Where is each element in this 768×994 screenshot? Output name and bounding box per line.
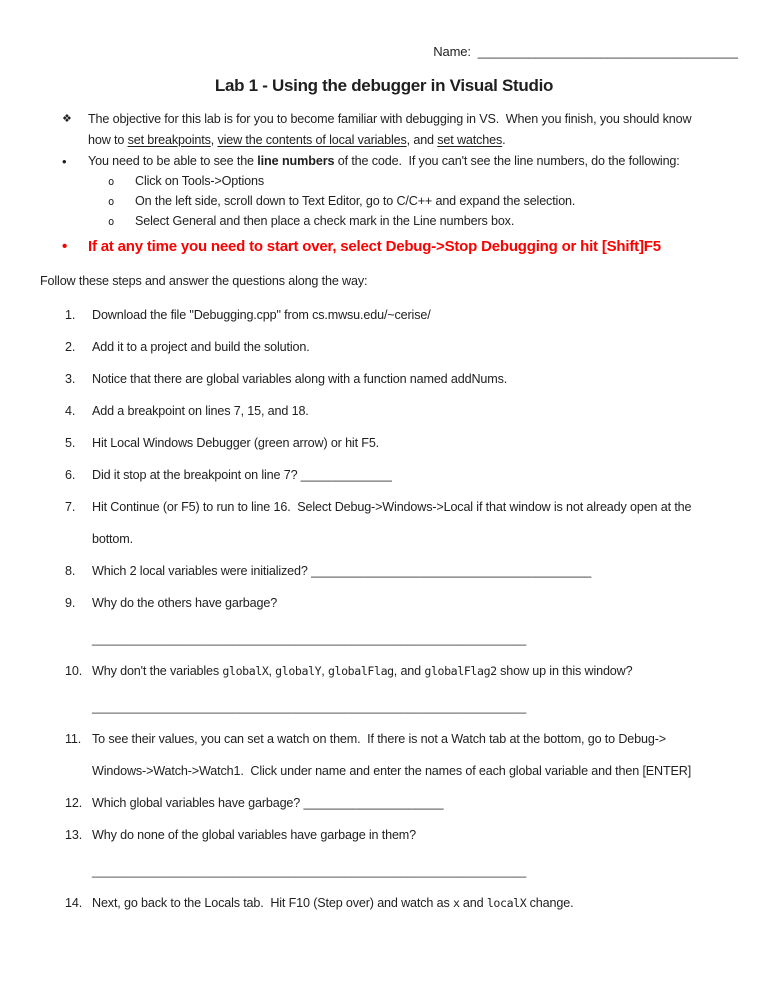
step-number: 10. bbox=[65, 664, 83, 678]
circle-bullet-icon: o bbox=[108, 176, 115, 188]
step-text: Add it to a project and build the solution. bbox=[92, 340, 310, 354]
step-text-line-1: Hit Continue (or F5) to run to line 16. Select Debug->Windows->Local if that window is not already open at the bbox=[92, 500, 692, 514]
step-text-line-2: Windows->Watch->Watch1. Click under name and enter the names of each global variable and then [ENTER] bbox=[92, 764, 692, 778]
sub-bullet-item bbox=[108, 172, 748, 192]
step-number: 13. bbox=[65, 828, 83, 842]
line-numbers-text: You need to be able to see the line numbers of the code. If you can't see the line numbers, do the following: bbox=[88, 154, 680, 168]
step-number: 2. bbox=[65, 340, 76, 354]
steps-lead: Follow these steps and answer the questions along the way: bbox=[40, 274, 368, 288]
name-label: Name: bbox=[433, 44, 478, 59]
step-number: 7. bbox=[65, 500, 76, 514]
step-number: 9. bbox=[65, 596, 76, 610]
objective-bullet bbox=[62, 109, 748, 151]
answer-blank: ____________________ bbox=[303, 796, 444, 810]
code-text: localX bbox=[486, 896, 527, 910]
circle-bullet-icon: o bbox=[108, 216, 115, 228]
warning-bullet bbox=[62, 236, 748, 257]
intro-section bbox=[62, 109, 748, 257]
step-text: Next, go back to the Locals tab. Hit F10 (Step over) and watch as x and localX change. bbox=[92, 896, 574, 910]
step-number: 3. bbox=[65, 372, 76, 386]
sub-bullet-text: On the left side, scroll down to Text Editor, go to C/C++ and expand the selection. bbox=[135, 194, 576, 208]
step-item-11 bbox=[0, 723, 768, 787]
answer-blank-line: ______________________________________________________________ bbox=[92, 864, 527, 878]
step-item-2 bbox=[0, 331, 768, 363]
step-text: Hit Local Windows Debugger (green arrow) or hit F5. bbox=[92, 436, 380, 450]
sub-bullet-text: Click on Tools->Options bbox=[135, 174, 264, 188]
sub-bullet-item bbox=[108, 212, 748, 232]
steps-list bbox=[0, 299, 768, 919]
step-text: Download the file "Debugging.cpp" from cs.mwsu.edu/~cerise/ bbox=[92, 308, 431, 322]
answer-blank: _____________ bbox=[300, 468, 392, 482]
step-number: 11. bbox=[65, 732, 82, 746]
step-text: Why do none of the global variables have garbage in them? bbox=[92, 828, 417, 842]
page-title: Lab 1 - Using the debugger in Visual Studio bbox=[214, 76, 554, 95]
dot-bullet-icon: • bbox=[62, 238, 68, 255]
objective-line-2: how to set breakpoints, view the contents of local variables, and set watches. bbox=[88, 133, 506, 147]
step-number: 5. bbox=[65, 436, 76, 450]
step-item-13 bbox=[0, 819, 768, 887]
code-text: globalFlag2 bbox=[424, 664, 497, 678]
step-item-1 bbox=[0, 299, 768, 331]
step-item-14 bbox=[0, 887, 768, 919]
name-row bbox=[0, 0, 768, 60]
step-item-8 bbox=[0, 555, 768, 587]
answer-blank-line: ______________________________________________________________ bbox=[92, 632, 527, 646]
step-item-6 bbox=[0, 459, 768, 491]
diamond-bullet-icon: ❖ bbox=[62, 113, 72, 125]
step-item-12 bbox=[0, 787, 768, 819]
circle-bullet-icon: o bbox=[108, 196, 115, 208]
underlined-phrase: set watches bbox=[437, 133, 503, 147]
step-number: 4. bbox=[65, 404, 76, 418]
underlined-phrase: view the contents of local variables bbox=[217, 133, 407, 147]
line-numbers-bullet bbox=[62, 151, 748, 172]
step-text: Which 2 local variables were initialized? ________________________________________ bbox=[92, 564, 592, 578]
step-text: Notice that there are global variables along with a function named addNums. bbox=[92, 372, 508, 386]
step-text-line-2: bottom. bbox=[92, 532, 133, 546]
step-text: Did it stop at the breakpoint on line 7? _____________ bbox=[92, 468, 392, 482]
step-item-4 bbox=[0, 395, 768, 427]
step-text: Why don't the variables globalX, globalY, globalFlag, and globalFlag2 show up in this window? bbox=[92, 664, 633, 678]
objective-text bbox=[88, 109, 691, 151]
sub-bullet-text: Select General and then place a check mark in the Line numbers box. bbox=[135, 214, 515, 228]
objective-line-1: The objective for this lab is for you to become familiar with debugging in VS. When you finish, you should know bbox=[88, 112, 692, 126]
answer-blank-line: ______________________________________________________________ bbox=[92, 700, 527, 714]
answer-blank: ________________________________________ bbox=[311, 564, 592, 578]
step-item-10 bbox=[0, 655, 768, 723]
step-item-7 bbox=[0, 491, 768, 555]
step-text: Add a breakpoint on lines 7, 15, and 18. bbox=[92, 404, 309, 418]
dot-bullet-icon: • bbox=[62, 154, 67, 169]
step-number: 1. bbox=[65, 308, 76, 322]
bold-phrase: line numbers bbox=[257, 154, 335, 168]
code-text: globalFlag bbox=[327, 664, 394, 678]
underlined-phrase: set breakpoints bbox=[127, 133, 211, 147]
step-item-3 bbox=[0, 363, 768, 395]
code-text: globalY bbox=[275, 664, 322, 678]
warning-text: If at any time you need to start over, select Debug->Stop Debugging or hit [Shift]F5 bbox=[88, 238, 661, 255]
code-text: x bbox=[452, 896, 460, 910]
step-item-5 bbox=[0, 427, 768, 459]
sub-bullet-item bbox=[108, 192, 748, 212]
sub-bullet-list bbox=[108, 172, 748, 232]
step-text-line-1: To see their values, you can set a watch on them. If there is not a Watch tab at the bottom, go to Debug-> bbox=[92, 732, 666, 746]
step-number: 6. bbox=[65, 468, 76, 482]
step-text: Which global variables have garbage? ____________________ bbox=[92, 796, 444, 810]
step-item-9 bbox=[0, 587, 768, 655]
step-number: 12. bbox=[65, 796, 83, 810]
name-blank-line: ____________________________________ bbox=[477, 44, 738, 59]
code-text: globalX bbox=[222, 664, 269, 678]
step-text: Why do the others have garbage? bbox=[92, 596, 278, 610]
step-number: 14. bbox=[65, 896, 83, 910]
step-number: 8. bbox=[65, 564, 76, 578]
